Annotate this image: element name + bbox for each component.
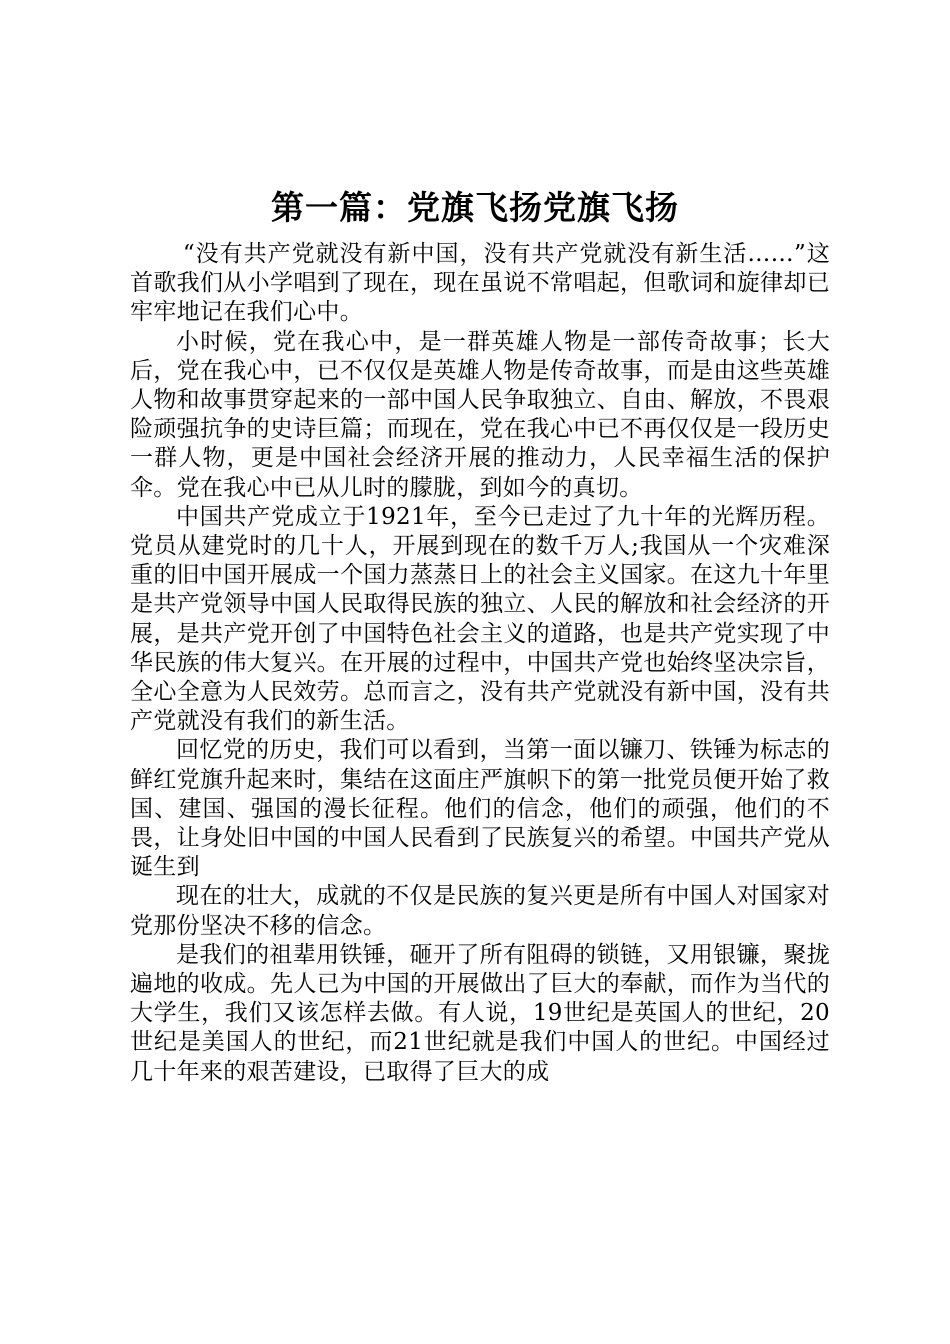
- paragraph-6: 是我们的祖辈用铁锤，砸开了所有阻碍的锁链，又用银镰，聚拢遍地的收成。先人已为中国的开展做出了巨大的奉献，而作为当代的大学生，我们又该怎样去做。有人说，19世纪是英国人的世纪，20世纪是美国人的世纪，而21世纪就是我们中国人的世纪。中国经过几十年来的艰苦建设，已取得了巨大的成: [130, 941, 830, 1085]
- paragraph-4: 回忆党的历史，我们可以看到，当第一面以镰刀、铁锤为标志的鲜红党旗升起来时，集结在这面庄严旗帜下的第一批党员便开始了救国、建国、强国的漫长征程。他们的信念，他们的顽强，他们的不畏，让身处旧中国的中国人民看到了民族复兴的希望。中国共产党从诞生到: [130, 737, 830, 881]
- document-title: 第一篇：党旗飞扬党旗飞扬: [271, 188, 679, 227]
- paragraph-1: “没有共产党就没有新中国，没有共产党就没有新生活……”这首歌我们从小学唱到了现在，现在虽说不常唱起，但歌词和旋律却已牢牢地记在我们心中。: [130, 241, 830, 326]
- paragraph-2: 小时候，党在我心中，是一群英雄人物是一部传奇故事；长大后，党在我心中，已不仅仅是英雄人物是传奇故事，而是由这些英雄人物和故事贯穿起来的一部中国人民争取独立、自由、解放，不畏艰险顽强抗争的史诗巨篇；而现在，党在我心中已不再仅仅是一段历史一群人物，更是中国社会经济开展的推动力，人民幸福生活的保护伞。党在我心中已从儿时的朦胧，到如今的真切。: [130, 328, 830, 501]
- paragraph-3: 中国共产党成立于1921年，至今已走过了九十年的光辉历程。党员从建党时的几十人，开展到现在的数千万人;我国从一个灾难深重的旧中国开展成一个国力蒸蒸日上的社会主义国家。在这九十年里是共产党领导中国人民取得民族的独立、人民的解放和社会经济的开展，是共产党开创了中国特色社会主义的道路，也是共产党实现了中华民族的伟大复兴。在开展的过程中，中国共产党也始终坚决宗旨，全心全意为人民效劳。总而言之，没有共产党就没有新中国，没有共产党就没有我们的新生活。: [130, 503, 830, 735]
- paragraph-5: 现在的壮大，成就的不仅是民族的复兴更是所有中国人对国家对党那份坚决不移的信念。: [130, 883, 830, 939]
- document-body: [130, 240, 830, 1087]
